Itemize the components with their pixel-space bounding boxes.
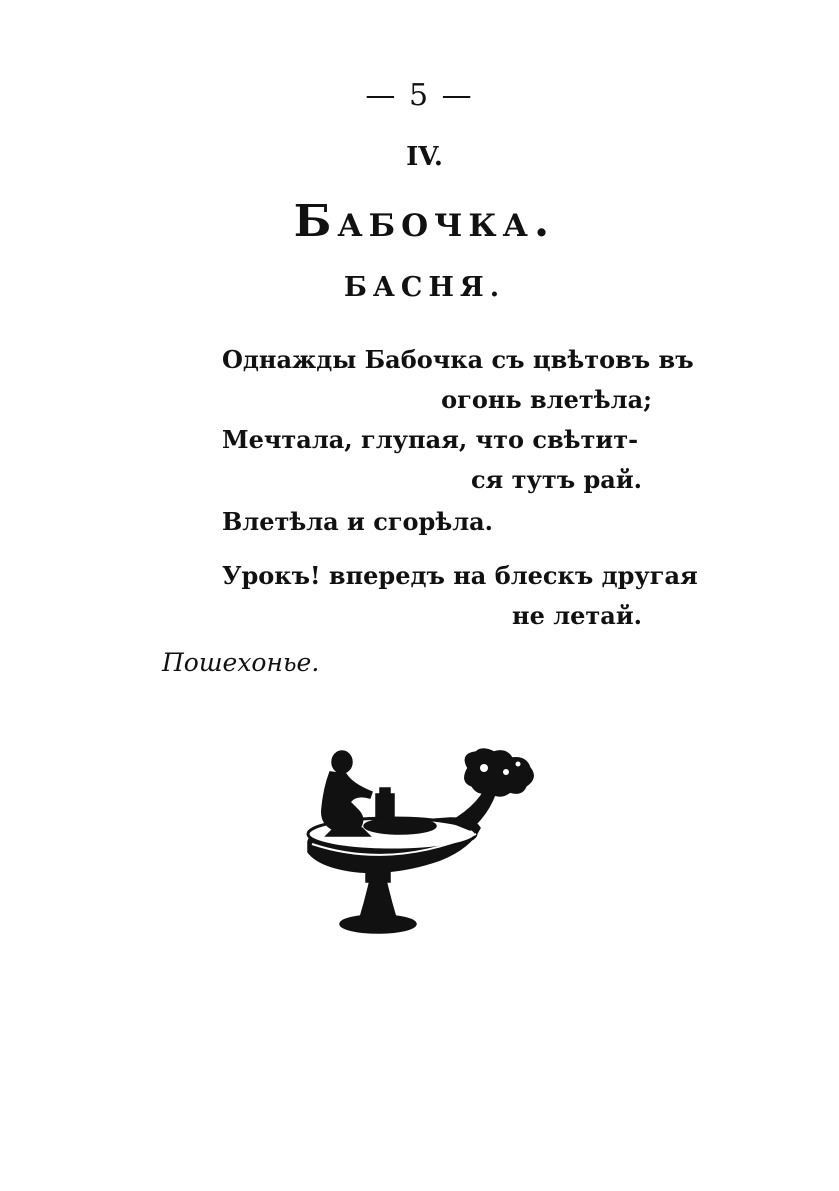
poem-subtitle: БАСНЯ. xyxy=(343,272,506,303)
verse-line-1 xyxy=(222,340,692,420)
verse-line-4 xyxy=(222,556,698,636)
verse-line-2-continuation: ся тутъ рай. xyxy=(470,465,642,494)
verse-line-1-main: Однажды Бабочка съ цвѣтовъ въ xyxy=(222,345,694,374)
verse-line-3-main: Влетѣла и сгорѣла. xyxy=(222,507,494,536)
verse-line-2-main: Мечтала, глупая, что свѣтит- xyxy=(222,425,639,454)
verse-line-4-main: Урокъ! впередъ на блескъ другая xyxy=(222,561,698,590)
poem-title: Бабочка. xyxy=(293,196,556,247)
verse-line-2 xyxy=(222,420,692,500)
section-numeral: IV. xyxy=(406,142,443,172)
page-number: — 5 — xyxy=(365,78,474,113)
verse-line-4-continuation: не летай. xyxy=(512,601,642,630)
verse-line-1-continuation: огонь влетѣла; xyxy=(441,385,652,414)
oil-lamp-icon xyxy=(300,748,550,938)
place-signature: Пошехонье. xyxy=(162,648,320,677)
verse-line-3 xyxy=(222,502,692,542)
